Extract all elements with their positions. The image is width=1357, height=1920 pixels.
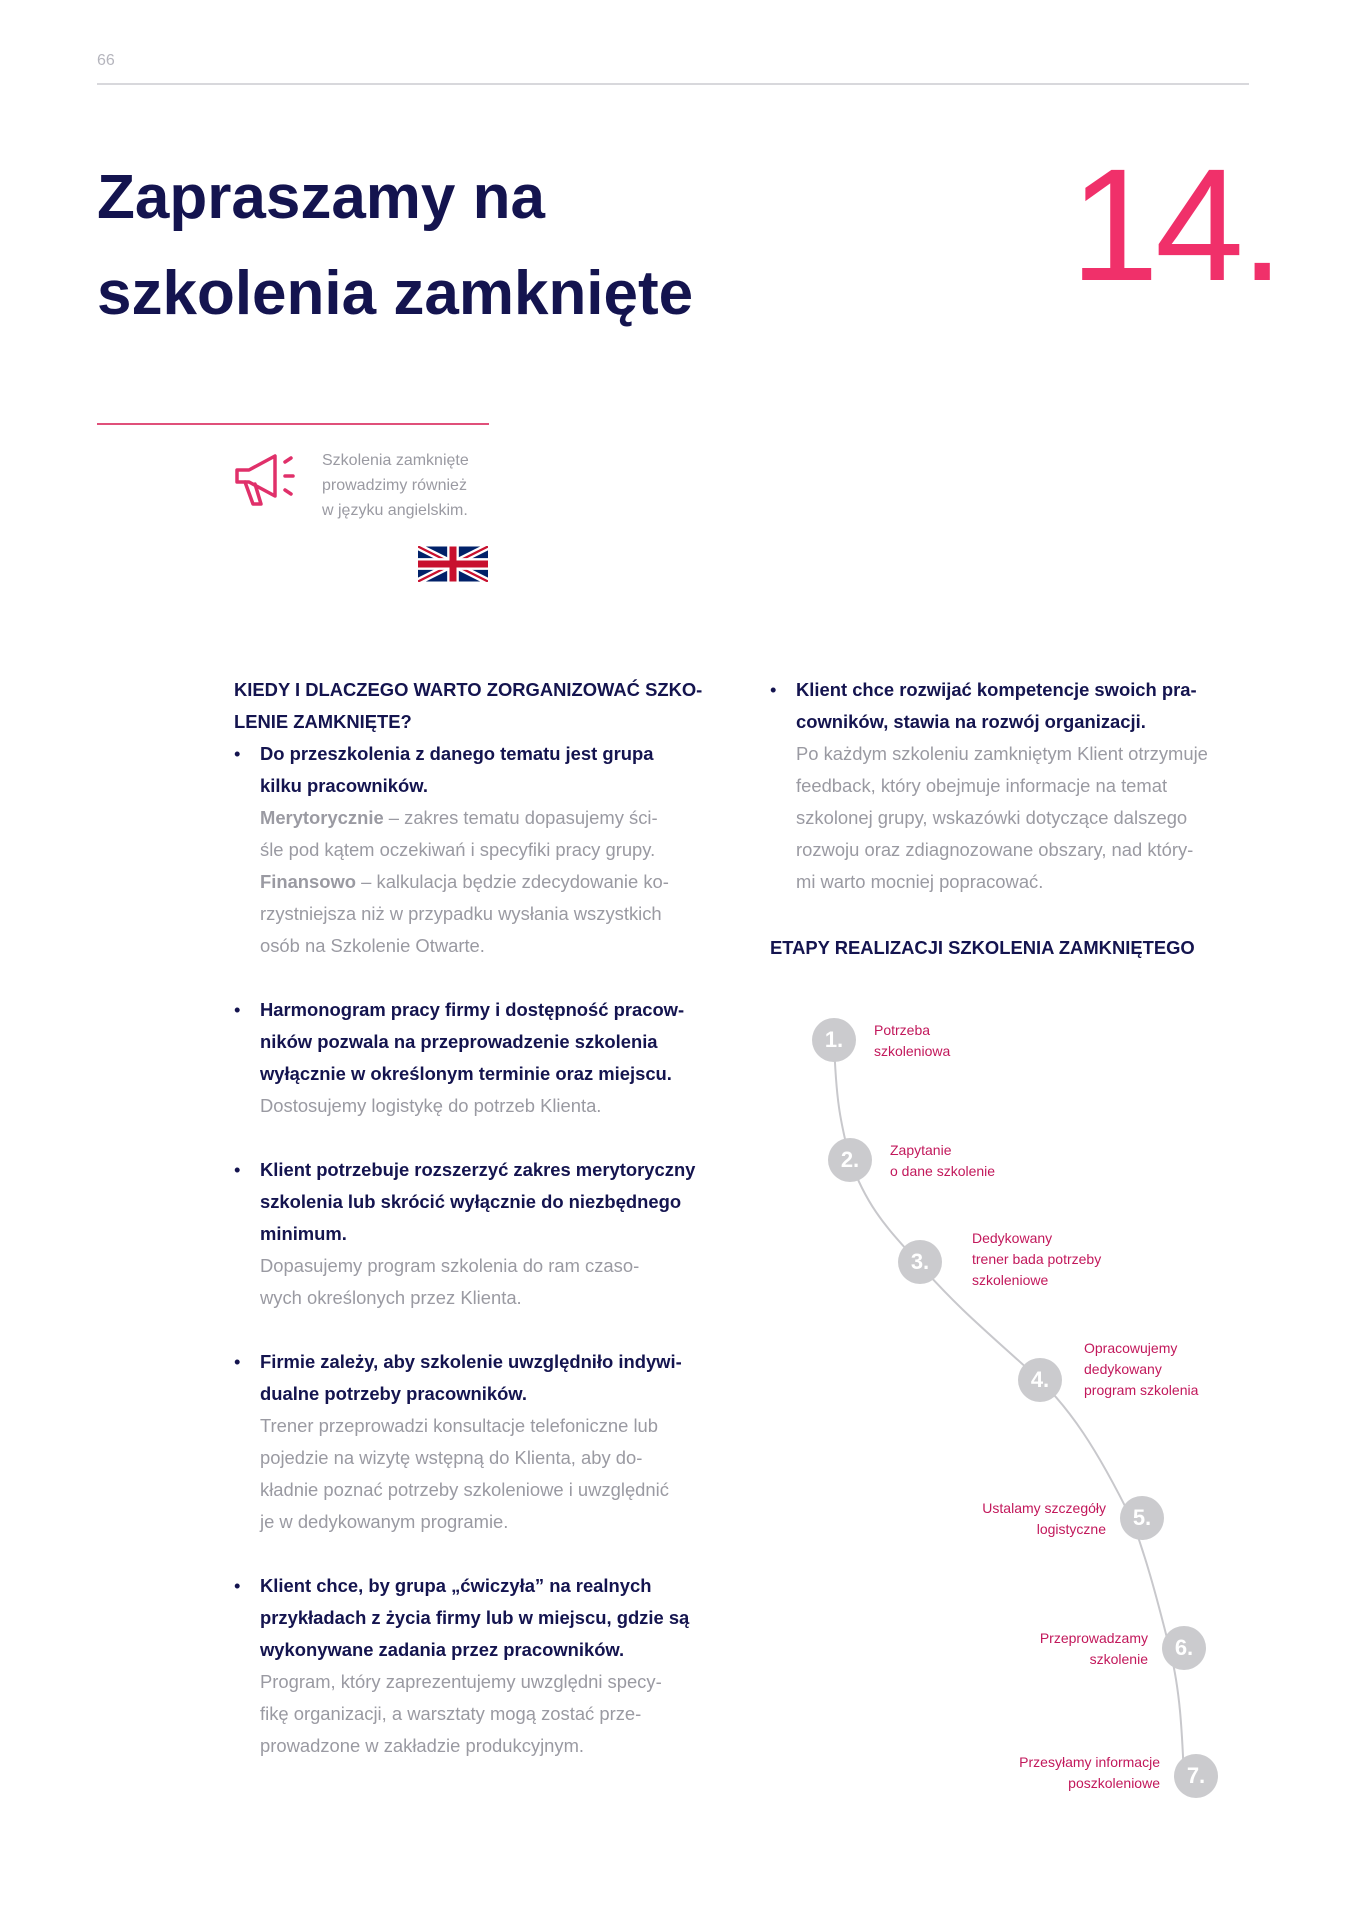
stage-label-line: szkoleniowa (874, 1043, 951, 1059)
stage-7-label (910, 1752, 1160, 1794)
stage-label-line: Dedykowany (972, 1230, 1053, 1246)
stage-5-label (910, 1498, 1106, 1540)
detail-label: Merytorycznie (260, 807, 384, 828)
bullet-line: Do przeszkolenia z danego tematu jest grupa (260, 743, 654, 764)
bullet-detail-line: Trener przeprowadzi konsultacje telefoniczne lub (260, 1415, 658, 1436)
bullet-item (234, 738, 724, 962)
stage-5-badge: 5. (1120, 1496, 1164, 1540)
bullet-detail-line: je w dedykowanym programie. (260, 1511, 509, 1532)
bullet-line: przykładach z życia firmy lub w miejscu, gdzie są (260, 1607, 690, 1628)
stages-heading: ETAPY REALIZACJI SZKOLENIA ZAMKNIĘTEGO (770, 937, 1195, 958)
title-line-2: szkolenia zamknięte (97, 259, 694, 328)
stage-3-label (972, 1228, 1101, 1291)
bullet-detail-line: feedback, który obejmuje informacje na temat (796, 775, 1168, 796)
bullet-line: wyłącznie w określonym terminie oraz miejscu. (260, 1063, 672, 1084)
stage-3-badge: 3. (898, 1240, 942, 1284)
right-column (770, 674, 1260, 898)
bullet-line: Firmie zależy, aby szkolenie uwzględniło indywi- (260, 1351, 682, 1372)
english-training-note (322, 448, 502, 523)
note-line-3: w języku angielskim. (322, 502, 468, 519)
bullet-detail-line: Dostosujemy logistykę do potrzeb Klienta. (260, 1095, 602, 1116)
stage-6-badge: 6. (1162, 1626, 1206, 1670)
stage-label-line: szkolenie (1089, 1651, 1148, 1667)
bullet-dot: • (234, 1575, 241, 1596)
bullet-detail-line: fikę organizacji, a warsztaty mogą zostać prze- (260, 1703, 642, 1724)
stage-label-line: trener bada potrzeby (972, 1251, 1102, 1267)
bullet-dot: • (234, 999, 241, 1020)
bullet-dot: • (234, 1351, 241, 1372)
bullet-detail-line: prowadzone w zakładzie produkcyjnym. (260, 1735, 585, 1756)
page-number: 66 (97, 52, 115, 69)
bullet-item (770, 674, 1260, 898)
bullet-line: cowników, stawia na rozwój organizacji. (796, 711, 1146, 732)
bullet-line: Klient chce, by grupa „ćwiczyła” na realnych (260, 1575, 652, 1596)
bullet-line: Harmonogram pracy firmy i dostępność pracow- (260, 999, 685, 1020)
stage-label-line: Potrzeba (874, 1022, 931, 1038)
bullet-line: Klient chce rozwijać kompetencje swoich pra- (796, 679, 1197, 700)
bullet-line: Klient potrzebuje rozszerzyć zakres merytoryczny (260, 1159, 696, 1180)
bullet-detail-line: rzystniejsza niż w przypadku wysłania wszystkich (260, 903, 662, 924)
stage-label-line: Przesyłamy informacje (1019, 1754, 1160, 1770)
detail-text: – kalkulacja będzie zdecydowanie ko- (356, 871, 669, 892)
bullet-item (234, 1346, 724, 1538)
bullet-detail-line: Po każdym szkoleniu zamkniętym Klient otrzymuje (796, 743, 1208, 764)
detail-text: – zakres tematu dopasujemy ści- (383, 807, 658, 828)
section-divider (97, 423, 489, 425)
bullet-line: kilku pracowników. (260, 775, 428, 796)
left-column (234, 674, 724, 1762)
stage-6-label (940, 1628, 1148, 1670)
note-line-2: prowadzimy również (322, 477, 467, 494)
stages-timeline (760, 990, 1260, 1820)
note-line-1: Szkolenia zamknięte (322, 452, 469, 469)
chapter-number: 14. (1070, 135, 1281, 314)
title-line-1: Zapraszamy na (97, 163, 545, 232)
bullet-line: wykonywane zadania przez pracowników. (260, 1639, 625, 1660)
timeline-connector (760, 990, 1260, 1820)
stage-label-line: poszkoleniowe (1068, 1775, 1160, 1791)
bullet-detail-line: wych określonych przez Klienta. (260, 1287, 522, 1308)
bullet-item (234, 1570, 724, 1762)
stage-label-line: Przeprowadzamy (1039, 1630, 1148, 1646)
bullet-detail-line (260, 802, 724, 834)
bullet-dot: • (234, 1159, 241, 1180)
bullet-detail-line: rozwoju oraz zdiagnozowane obszary, nad który- (796, 839, 1194, 860)
stage-label-line: program szkolenia (1084, 1382, 1199, 1398)
bullet-detail-line: osób na Szkolenie Otwarte. (260, 935, 485, 956)
stage-label-line: Ustalamy szczegóły (982, 1500, 1106, 1516)
bullet-dot: • (770, 679, 777, 700)
bullet-detail-line: kładnie poznać potrzeby szkoleniowe i uwzględnić (260, 1479, 669, 1500)
bullet-line: szkolenia lub skrócić wyłącznie do niezbędnego (260, 1191, 682, 1212)
stage-7-badge: 7. (1174, 1754, 1218, 1798)
stage-label-line: o dane szkolenie (890, 1163, 996, 1179)
bullet-detail-line: pojedzie na wizytę wstępną do Klienta, aby do- (260, 1447, 643, 1468)
page-title (97, 150, 693, 342)
bullet-item (234, 1154, 724, 1314)
bullet-detail-line: Dopasujemy program szkolenia do ram czaso- (260, 1255, 640, 1276)
uk-flag-icon (418, 546, 488, 582)
stage-1-badge: 1. (812, 1018, 856, 1062)
heading-line: KIEDY I DLACZEGO WARTO ZORGANIZOWAĆ SZKO- (234, 679, 703, 700)
stage-1-label (874, 1020, 950, 1062)
stage-2-badge: 2. (828, 1138, 872, 1182)
stage-label-line: logistyczne (1036, 1521, 1106, 1537)
stage-label-line: szkoleniowe (972, 1272, 1049, 1288)
stage-2-label (890, 1140, 995, 1182)
stage-4-badge: 4. (1018, 1358, 1062, 1402)
bullet-line: ników pozwala na przeprowadzenie szkolenia (260, 1031, 658, 1052)
bullet-dot: • (234, 743, 241, 764)
top-divider (97, 83, 1249, 85)
megaphone-icon (233, 450, 305, 510)
detail-label: Finansowo (260, 871, 357, 892)
bullet-line: dualne potrzeby pracowników. (260, 1383, 528, 1404)
heading-line: LENIE ZAMKNIĘTE? (234, 711, 412, 732)
bullet-detail-line: Program, który zaprezentujemy uwzględni specy- (260, 1671, 662, 1692)
bullet-detail-line: śle pod kątem oczekiwań i specyfiki pracy grupy. (260, 839, 656, 860)
bullet-detail-line (260, 866, 724, 898)
bullet-detail-line: szkolonej grupy, wskazówki dotyczące dalszego (796, 807, 1188, 828)
stage-4-label (1084, 1338, 1198, 1401)
section-heading (234, 674, 724, 738)
bullet-item (234, 994, 724, 1122)
bullet-line: minimum. (260, 1223, 347, 1244)
stage-label-line: dedykowany (1084, 1361, 1162, 1377)
stage-label-line: Zapytanie (890, 1142, 952, 1158)
stage-label-line: Opracowujemy (1084, 1340, 1178, 1356)
bullet-detail-line: mi warto mocniej popracować. (796, 871, 1044, 892)
